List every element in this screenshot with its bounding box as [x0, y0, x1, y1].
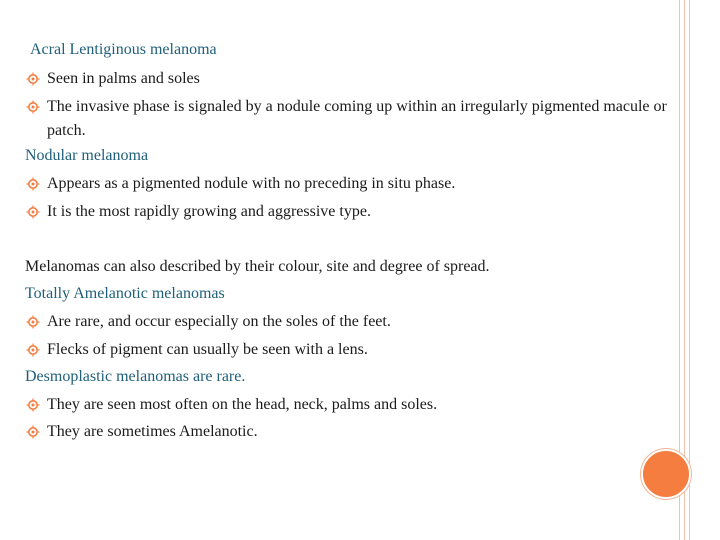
section-heading-acral: Acral Lentiginous melanoma — [30, 41, 217, 58]
sun-ring-icon — [26, 398, 40, 412]
sun-ring-icon — [26, 177, 40, 191]
bullet-text: It is the most rapidly growing and aggressive type. — [47, 203, 371, 220]
section-heading-desmoplastic: Desmoplastic melanomas are rare. — [25, 368, 246, 385]
bullet-text: Seen in palms and soles — [47, 70, 200, 87]
sun-ring-icon — [26, 425, 40, 439]
section-heading-nodular: Nodular melanoma — [25, 147, 149, 164]
section-heading-amelanotic: Totally Amelanotic melanomas — [25, 285, 225, 302]
sun-ring-icon — [26, 205, 40, 219]
bullet-text: They are sometimes Amelanotic. — [47, 423, 258, 440]
sun-ring-icon — [26, 72, 40, 86]
sun-ring-icon — [26, 100, 40, 114]
bullet-text: Flecks of pigment can usually be seen with a lens. — [47, 341, 368, 358]
bullet-text: Appears as a pigmented nodule with no preceding in situ phase. — [47, 175, 456, 192]
bullet-text: They are seen most often on the head, neck, palms and soles. — [47, 396, 438, 413]
sun-ring-icon — [26, 343, 40, 357]
summary-paragraph: Melanomas can also described by their colour, site and degree of spread. — [25, 258, 490, 275]
bullet-text: Are rare, and occur especially on the soles of the feet. — [47, 313, 391, 330]
bullet-text: The invasive phase is signaled by a nodule coming up within an irregularly pigmented macule or patch. — [47, 98, 667, 139]
sun-ring-icon — [26, 315, 40, 329]
